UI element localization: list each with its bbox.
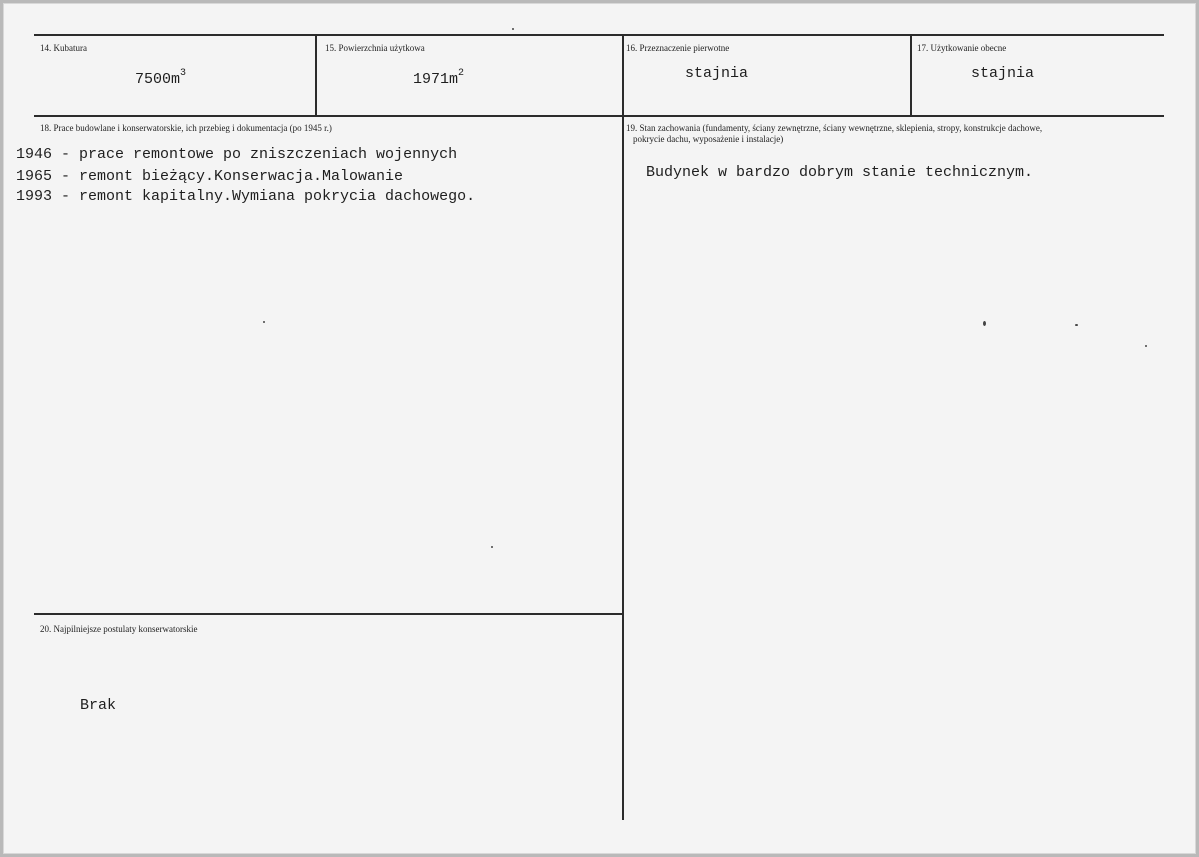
stan-zachowania-value: Budynek w bardzo dobrym stanie technicznym.: [646, 164, 1034, 181]
top-border-line: [34, 34, 1164, 36]
postulaty-value: Brak: [80, 697, 117, 714]
powierzchnia-number: 1971m: [413, 71, 459, 88]
scan-speck: [983, 321, 986, 326]
scan-speck: [1075, 324, 1078, 326]
record-card: [3, 3, 1196, 854]
scan-speck: [1145, 345, 1147, 347]
uzytkowanie-label: 17. Użytkowanie obecne: [917, 43, 1007, 53]
prace-line-1946: 1946 - prace remontowe po zniszczeniach wojennych: [16, 146, 458, 163]
prace-line-1965: 1965 - remont bieżący.Konserwacja.Malowanie: [16, 168, 404, 185]
prace-budowlane-label: 18. Prace budowlane i konserwatorskie, ich przebieg i dokumentacja (po 1945 r.): [40, 123, 332, 133]
powierzchnia-value: [413, 63, 464, 91]
powierzchnia-unit-exponent: 2: [458, 68, 465, 79]
przeznaczenie-label: 16. Przeznaczenie pierwotne: [626, 43, 730, 53]
przeznaczenie-value: stajnia: [685, 65, 749, 82]
kubatura-label: 14. Kubatura: [40, 43, 87, 53]
uzytkowanie-value: stajnia: [971, 65, 1035, 82]
scan-speck: [512, 28, 514, 30]
kubatura-value: [135, 63, 186, 91]
postulaty-label: 20. Najpilniejsze postulaty konserwatorskie: [40, 624, 198, 634]
scan-speck: [263, 321, 265, 323]
stan-zachowania-label-line-1: 19. Stan zachowania (fundamenty, ściany zewnętrzne, ściany wewnętrzne, sklepienia, stropy, konstrukcje dachowe,: [626, 123, 1043, 133]
col-divider-3: [910, 34, 912, 117]
col-divider-main: [622, 34, 624, 820]
powierzchnia-label: 15. Powierzchnia użytkowa: [325, 43, 425, 53]
prace-line-1993: 1993 - remont kapitalny.Wymiana pokrycia dachowego.: [16, 188, 476, 205]
section-20-divider-line: [34, 613, 624, 615]
kubatura-unit-exponent: 3: [180, 68, 187, 79]
scan-speck: [491, 546, 493, 548]
kubatura-number: 7500m: [135, 71, 181, 88]
row-divider-line: [34, 115, 1164, 117]
stan-zachowania-label-line-2: pokrycie dachu, wyposażenie i instalacje): [633, 134, 784, 144]
col-divider-1: [315, 34, 317, 117]
